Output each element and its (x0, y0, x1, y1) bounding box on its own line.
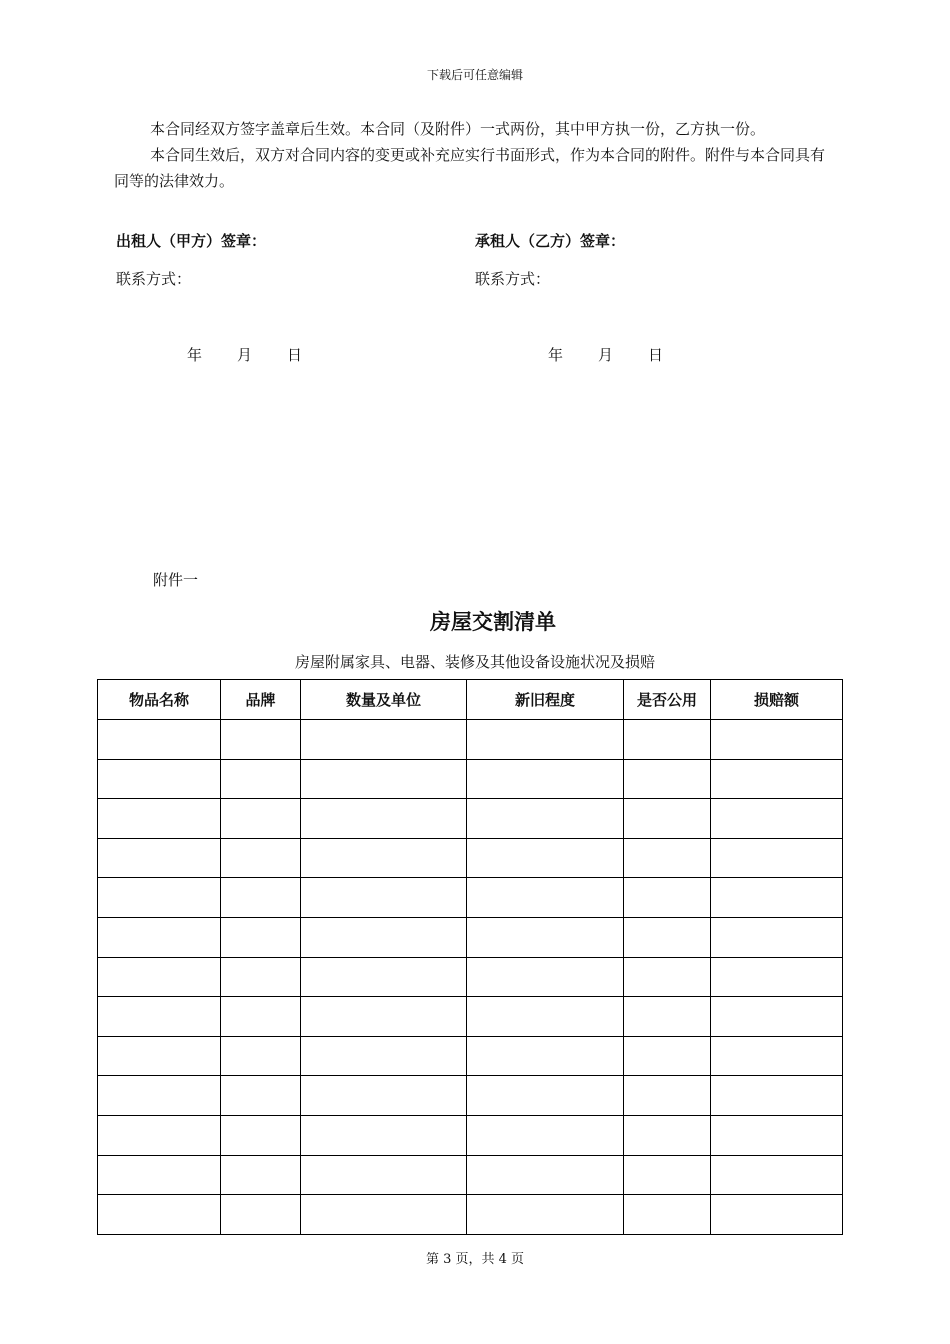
table-cell[interactable] (467, 1036, 624, 1076)
table-cell[interactable] (98, 1195, 221, 1235)
table-cell[interactable] (467, 878, 624, 918)
table-cell[interactable] (301, 957, 467, 997)
table-cell[interactable] (624, 759, 711, 799)
table-cell[interactable] (711, 838, 843, 878)
table-cell[interactable] (221, 1076, 301, 1116)
table-cell[interactable] (98, 1115, 221, 1155)
table-cell[interactable] (711, 917, 843, 957)
party-a-date-line (187, 344, 302, 365)
table-cell[interactable] (301, 759, 467, 799)
table-cell[interactable] (467, 997, 624, 1037)
date-month-label: 月 (598, 346, 614, 364)
table-cell[interactable] (624, 799, 711, 839)
table-cell[interactable] (711, 1195, 843, 1235)
table-row (98, 878, 843, 918)
table-cell[interactable] (467, 1195, 624, 1235)
party-a-signature-label: 出租人（甲方）签章： (116, 232, 267, 250)
table-cell[interactable] (98, 917, 221, 957)
party-b-date-line (548, 344, 663, 365)
table-row (98, 1155, 843, 1195)
table-cell[interactable] (301, 917, 467, 957)
table-cell[interactable] (98, 878, 221, 918)
table-cell[interactable] (467, 957, 624, 997)
table-cell[interactable] (711, 1036, 843, 1076)
table-cell[interactable] (711, 1076, 843, 1116)
column-header-item-name: 物品名称 (98, 680, 221, 720)
table-cell[interactable] (624, 1076, 711, 1116)
table-cell[interactable] (467, 720, 624, 760)
party-b-contact-label: 联系方式： (475, 270, 551, 288)
table-cell[interactable] (711, 720, 843, 760)
table-cell[interactable] (467, 799, 624, 839)
table-cell[interactable] (301, 997, 467, 1037)
table-cell[interactable] (711, 997, 843, 1037)
party-b-signature-label: 承租人（乙方）签章： (475, 232, 626, 250)
table-cell[interactable] (301, 1076, 467, 1116)
table-cell[interactable] (467, 917, 624, 957)
table-cell[interactable] (467, 759, 624, 799)
table-cell[interactable] (467, 838, 624, 878)
table-cell[interactable] (467, 1155, 624, 1195)
page-footer: 第 3 页，共 4 页 (425, 1252, 525, 1267)
table-cell[interactable] (221, 1195, 301, 1235)
table-row (98, 759, 843, 799)
table-header-row (98, 680, 843, 720)
table-cell[interactable] (711, 1155, 843, 1195)
table-row (98, 799, 843, 839)
appendix-subtitle: 房屋附属家具、电器、装修及其他设备设施状况及损赔 (294, 653, 655, 671)
table-cell[interactable] (98, 799, 221, 839)
date-year-label: 年 (548, 346, 564, 364)
page-header: 下载后可任意编辑 (426, 68, 523, 82)
table-cell[interactable] (301, 1195, 467, 1235)
inventory-table-body (98, 720, 843, 1235)
table-cell[interactable] (98, 957, 221, 997)
table-cell[interactable] (221, 917, 301, 957)
table-cell[interactable] (98, 1155, 221, 1195)
table-cell[interactable] (301, 720, 467, 760)
table-row (98, 720, 843, 760)
table-cell[interactable] (301, 1155, 467, 1195)
table-cell[interactable] (624, 1115, 711, 1155)
table-cell[interactable] (624, 1155, 711, 1195)
table-cell[interactable] (98, 1076, 221, 1116)
appendix-label: 附件一 (153, 571, 199, 589)
table-row (98, 838, 843, 878)
table-row (98, 1195, 843, 1235)
table-cell[interactable] (711, 799, 843, 839)
table-row (98, 997, 843, 1037)
table-cell[interactable] (624, 917, 711, 957)
table-cell[interactable] (221, 1036, 301, 1076)
table-cell[interactable] (301, 1036, 467, 1076)
table-cell[interactable] (624, 720, 711, 760)
date-year-label: 年 (187, 346, 203, 364)
column-header-condition: 新旧程度 (467, 680, 624, 720)
table-row (98, 1076, 843, 1116)
table-cell[interactable] (624, 838, 711, 878)
table-cell[interactable] (98, 1036, 221, 1076)
table-cell[interactable] (711, 957, 843, 997)
table-row (98, 917, 843, 957)
table-cell[interactable] (624, 878, 711, 918)
date-day-label: 日 (648, 346, 664, 364)
party-a-contact-label: 联系方式： (116, 270, 192, 288)
table-cell[interactable] (711, 878, 843, 918)
table-cell[interactable] (221, 878, 301, 918)
date-month-label: 月 (237, 346, 253, 364)
table-cell[interactable] (221, 957, 301, 997)
table-cell[interactable] (624, 957, 711, 997)
table-cell[interactable] (301, 838, 467, 878)
table-cell[interactable] (301, 799, 467, 839)
table-cell[interactable] (221, 720, 301, 760)
table-cell[interactable] (624, 1036, 711, 1076)
table-cell[interactable] (221, 1115, 301, 1155)
table-cell[interactable] (98, 838, 221, 878)
table-row (98, 1115, 843, 1155)
column-header-shared: 是否公用 (624, 680, 711, 720)
table-cell[interactable] (711, 759, 843, 799)
table-cell[interactable] (711, 1115, 843, 1155)
paragraph-amendments: 本合同生效后，双方对合同内容的变更或补充应实行书面形式，作为本合同的附件。附件与本合同具有同等的法律效力。 (114, 146, 826, 190)
table-row (98, 957, 843, 997)
table-cell[interactable] (221, 799, 301, 839)
paragraph-effective: 本合同经双方签字盖章后生效。本合同（及附件）一式两份，其中甲方执一份，乙方执一份。 (150, 120, 766, 138)
inventory-table (97, 679, 843, 1235)
appendix-title: 房屋交割清单 (430, 609, 556, 634)
table-cell[interactable] (221, 997, 301, 1037)
table-cell[interactable] (98, 759, 221, 799)
table-cell[interactable] (467, 1115, 624, 1155)
table-cell[interactable] (221, 1155, 301, 1195)
column-header-quantity-unit: 数量及单位 (301, 680, 467, 720)
table-cell[interactable] (624, 1195, 711, 1235)
column-header-brand: 品牌 (221, 680, 301, 720)
table-cell[interactable] (98, 720, 221, 760)
column-header-compensation: 损赔额 (711, 680, 843, 720)
table-cell[interactable] (301, 878, 467, 918)
table-cell[interactable] (98, 997, 221, 1037)
table-cell[interactable] (221, 759, 301, 799)
table-cell[interactable] (624, 997, 711, 1037)
date-day-label: 日 (287, 346, 303, 364)
table-row (98, 1036, 843, 1076)
table-cell[interactable] (467, 1076, 624, 1116)
table-cell[interactable] (301, 1115, 467, 1155)
table-cell[interactable] (221, 838, 301, 878)
